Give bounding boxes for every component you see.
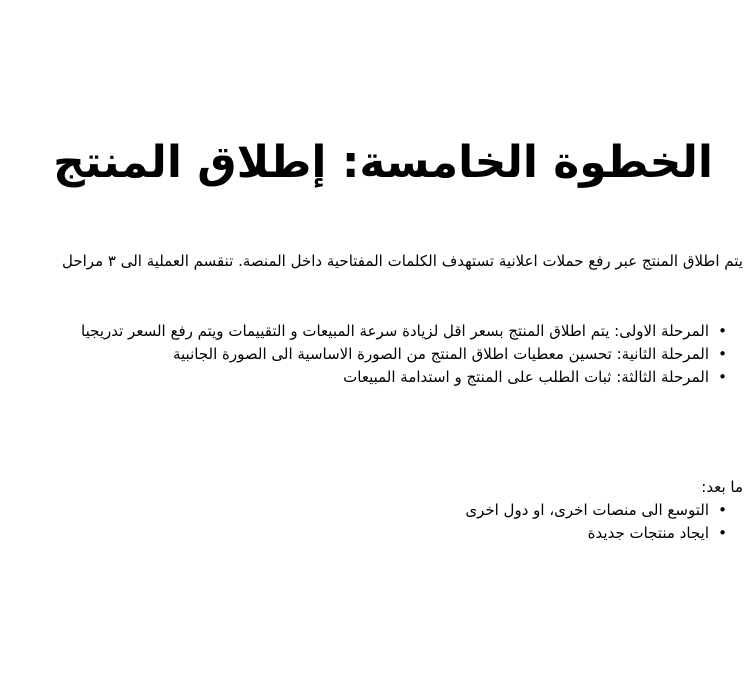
page-title: الخطوة الخامسة: إطلاق المنتج [53, 137, 713, 188]
list-item: • المرحلة الثانية: تحسين معطيات اطلاق المنتج من الصورة الاساسية الى الصورة الجانبية [19, 343, 729, 366]
after-list [19, 499, 729, 545]
list-item: • ايجاد منتجات جديدة [19, 522, 729, 545]
list-item: • المرحلة الاولى: يتم اطلاق المنتج بسعر اقل لزيادة سرعة المبيعات و التقييمات ويتم رفع السعر تدريجيا [19, 320, 729, 343]
intro-paragraph: يتم اطلاق المنتج عبر رفع حملات اعلانية تستهدف الكلمات المفتاحية داخل المنصة. تنقسم العملية الى ٣ مراحل [62, 252, 743, 270]
phases-list [19, 320, 729, 389]
list-item: • المرحلة الثالثة: ثبات الطلب على المنتج و استدامة المبيعات [19, 366, 729, 389]
list-item: • التوسع الى منصات اخرى، او دول اخرى [19, 499, 729, 522]
after-heading: ما بعد: [701, 478, 743, 496]
